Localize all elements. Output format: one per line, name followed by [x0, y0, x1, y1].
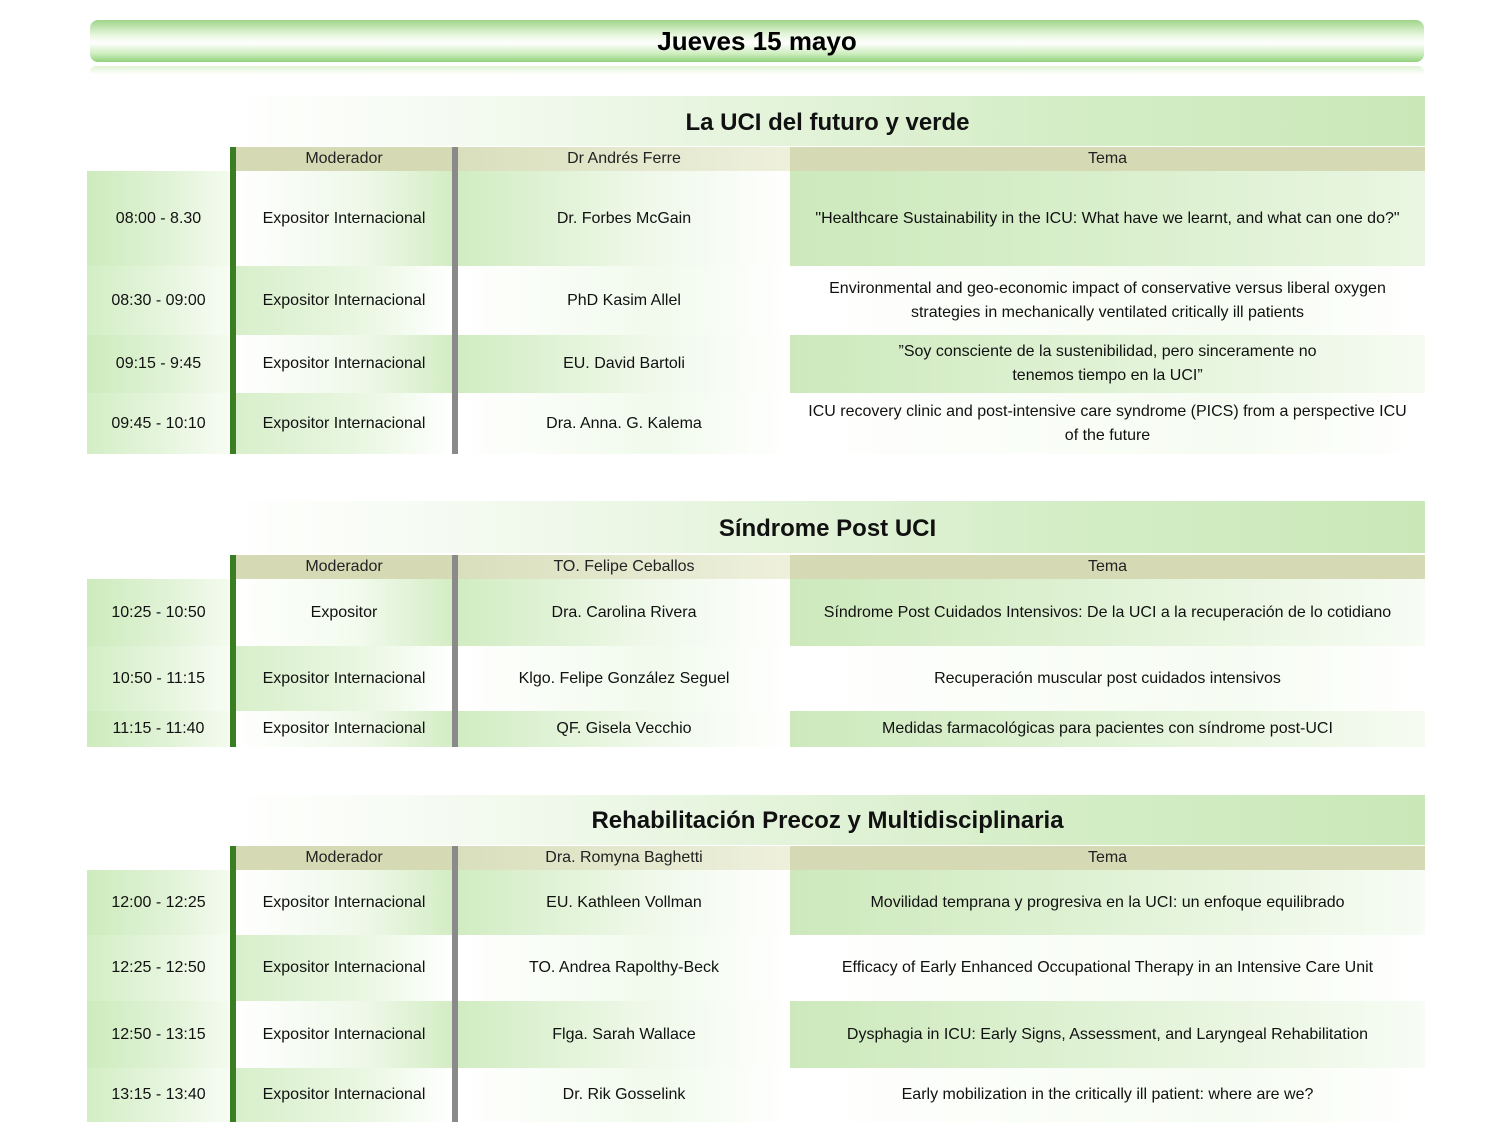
row-topic: Recuperación muscular post cuidados intensivos — [790, 646, 1425, 711]
row-speaker: Dr. Rik Gosselink — [458, 1068, 790, 1122]
row-time: 09:15 - 9:45 — [87, 335, 230, 393]
row-time: 11:15 - 11:40 — [87, 711, 230, 747]
row-topic: Dysphagia in ICU: Early Signs, Assessment, and Laryngeal Rehabilitation — [790, 1001, 1425, 1068]
row-role: Expositor Internacional — [236, 870, 452, 935]
row-topic: Medidas farmacológicas para pacientes con síndrome post-UCI — [790, 711, 1425, 747]
row-role: Expositor Internacional — [236, 266, 452, 335]
row-time: 10:25 - 10:50 — [87, 579, 230, 646]
session-chair: Dra. Romyna Baghetti — [458, 846, 790, 870]
row-time: 12:00 - 12:25 — [87, 870, 230, 935]
table-row — [87, 393, 1425, 454]
table-row — [87, 266, 1425, 335]
table-row — [87, 870, 1425, 935]
table-row — [87, 579, 1425, 646]
session-chair: TO. Felipe Ceballos — [458, 555, 790, 579]
row-speaker: Dr. Forbes McGain — [458, 171, 790, 266]
session-chair: Dr Andrés Ferre — [458, 147, 790, 171]
table-row — [87, 171, 1425, 266]
table-row — [87, 646, 1425, 711]
row-speaker: Dra. Anna. G. Kalema — [458, 393, 790, 454]
row-speaker: EU. Kathleen Vollman — [458, 870, 790, 935]
table-row — [87, 1068, 1425, 1122]
topic-header: Tema — [790, 147, 1425, 171]
row-role: Expositor Internacional — [236, 1068, 452, 1122]
row-topic: Environmental and geo-economic impact of conservative versus liberal oxygen strategies in mechanically ventilated critically ill patients — [790, 266, 1425, 335]
row-topic: ICU recovery clinic and post-intensive care syndrome (PICS) from a perspective ICU of the future — [790, 393, 1425, 454]
row-speaker: Klgo. Felipe González Seguel — [458, 646, 790, 711]
row-time: 10:50 - 11:15 — [87, 646, 230, 711]
row-role: Expositor Internacional — [236, 935, 452, 1001]
table-row — [87, 711, 1425, 747]
day-title-banner — [90, 20, 1424, 62]
row-topic: Efficacy of Early Enhanced Occupational Therapy in an Intensive Care Unit — [790, 935, 1425, 1001]
row-time: 13:15 - 13:40 — [87, 1068, 230, 1122]
row-time: 12:25 - 12:50 — [87, 935, 230, 1001]
row-time: 12:50 - 13:15 — [87, 1001, 230, 1068]
table-row — [87, 1001, 1425, 1068]
row-topic: Early mobilization in the critically ill patient: where are we? — [790, 1068, 1425, 1122]
row-speaker: QF. Gisela Vecchio — [458, 711, 790, 747]
session-title: Síndrome Post UCI — [230, 501, 1425, 553]
row-speaker: TO. Andrea Rapolthy-Beck — [458, 935, 790, 1001]
row-time: 08:00 - 8.30 — [87, 171, 230, 266]
row-role: Expositor — [236, 579, 452, 646]
banner-reflection — [90, 66, 1424, 80]
row-topic: ”Soy consciente de la sustenibilidad, pero sinceramente no tenemos tiempo en la UCI” — [790, 335, 1425, 393]
row-topic: Movilidad temprana y progresiva en la UCI: un enfoque equilibrado — [790, 870, 1425, 935]
row-time: 09:45 - 10:10 — [87, 393, 230, 454]
topic-header: Tema — [790, 555, 1425, 579]
row-role: Expositor Internacional — [236, 393, 452, 454]
table-row — [87, 935, 1425, 1001]
row-role: Expositor Internacional — [236, 711, 452, 747]
moderator-header: Moderador — [236, 555, 452, 579]
day-title: Jueves 15 mayo — [657, 26, 857, 56]
session-title: La UCI del futuro y verde — [230, 96, 1425, 146]
session-title: Rehabilitación Precoz y Multidisciplinaria — [230, 795, 1425, 845]
row-role: Expositor Internacional — [236, 646, 452, 711]
table-row — [87, 335, 1425, 393]
topic-header: Tema — [790, 846, 1425, 870]
row-speaker: PhD Kasim Allel — [458, 266, 790, 335]
moderator-header: Moderador — [236, 147, 452, 171]
row-speaker: EU. David Bartoli — [458, 335, 790, 393]
row-role: Expositor Internacional — [236, 335, 452, 393]
row-time: 08:30 - 09:00 — [87, 266, 230, 335]
row-topic: "Healthcare Sustainability in the ICU: What have we learnt, and what can one do?" — [790, 171, 1425, 266]
moderator-header: Moderador — [236, 846, 452, 870]
row-speaker: Dra. Carolina Rivera — [458, 579, 790, 646]
row-role: Expositor Internacional — [236, 1001, 452, 1068]
row-topic: Síndrome Post Cuidados Intensivos: De la UCI a la recuperación de lo cotidiano — [790, 579, 1425, 646]
row-speaker: Flga. Sarah Wallace — [458, 1001, 790, 1068]
row-role: Expositor Internacional — [236, 171, 452, 266]
